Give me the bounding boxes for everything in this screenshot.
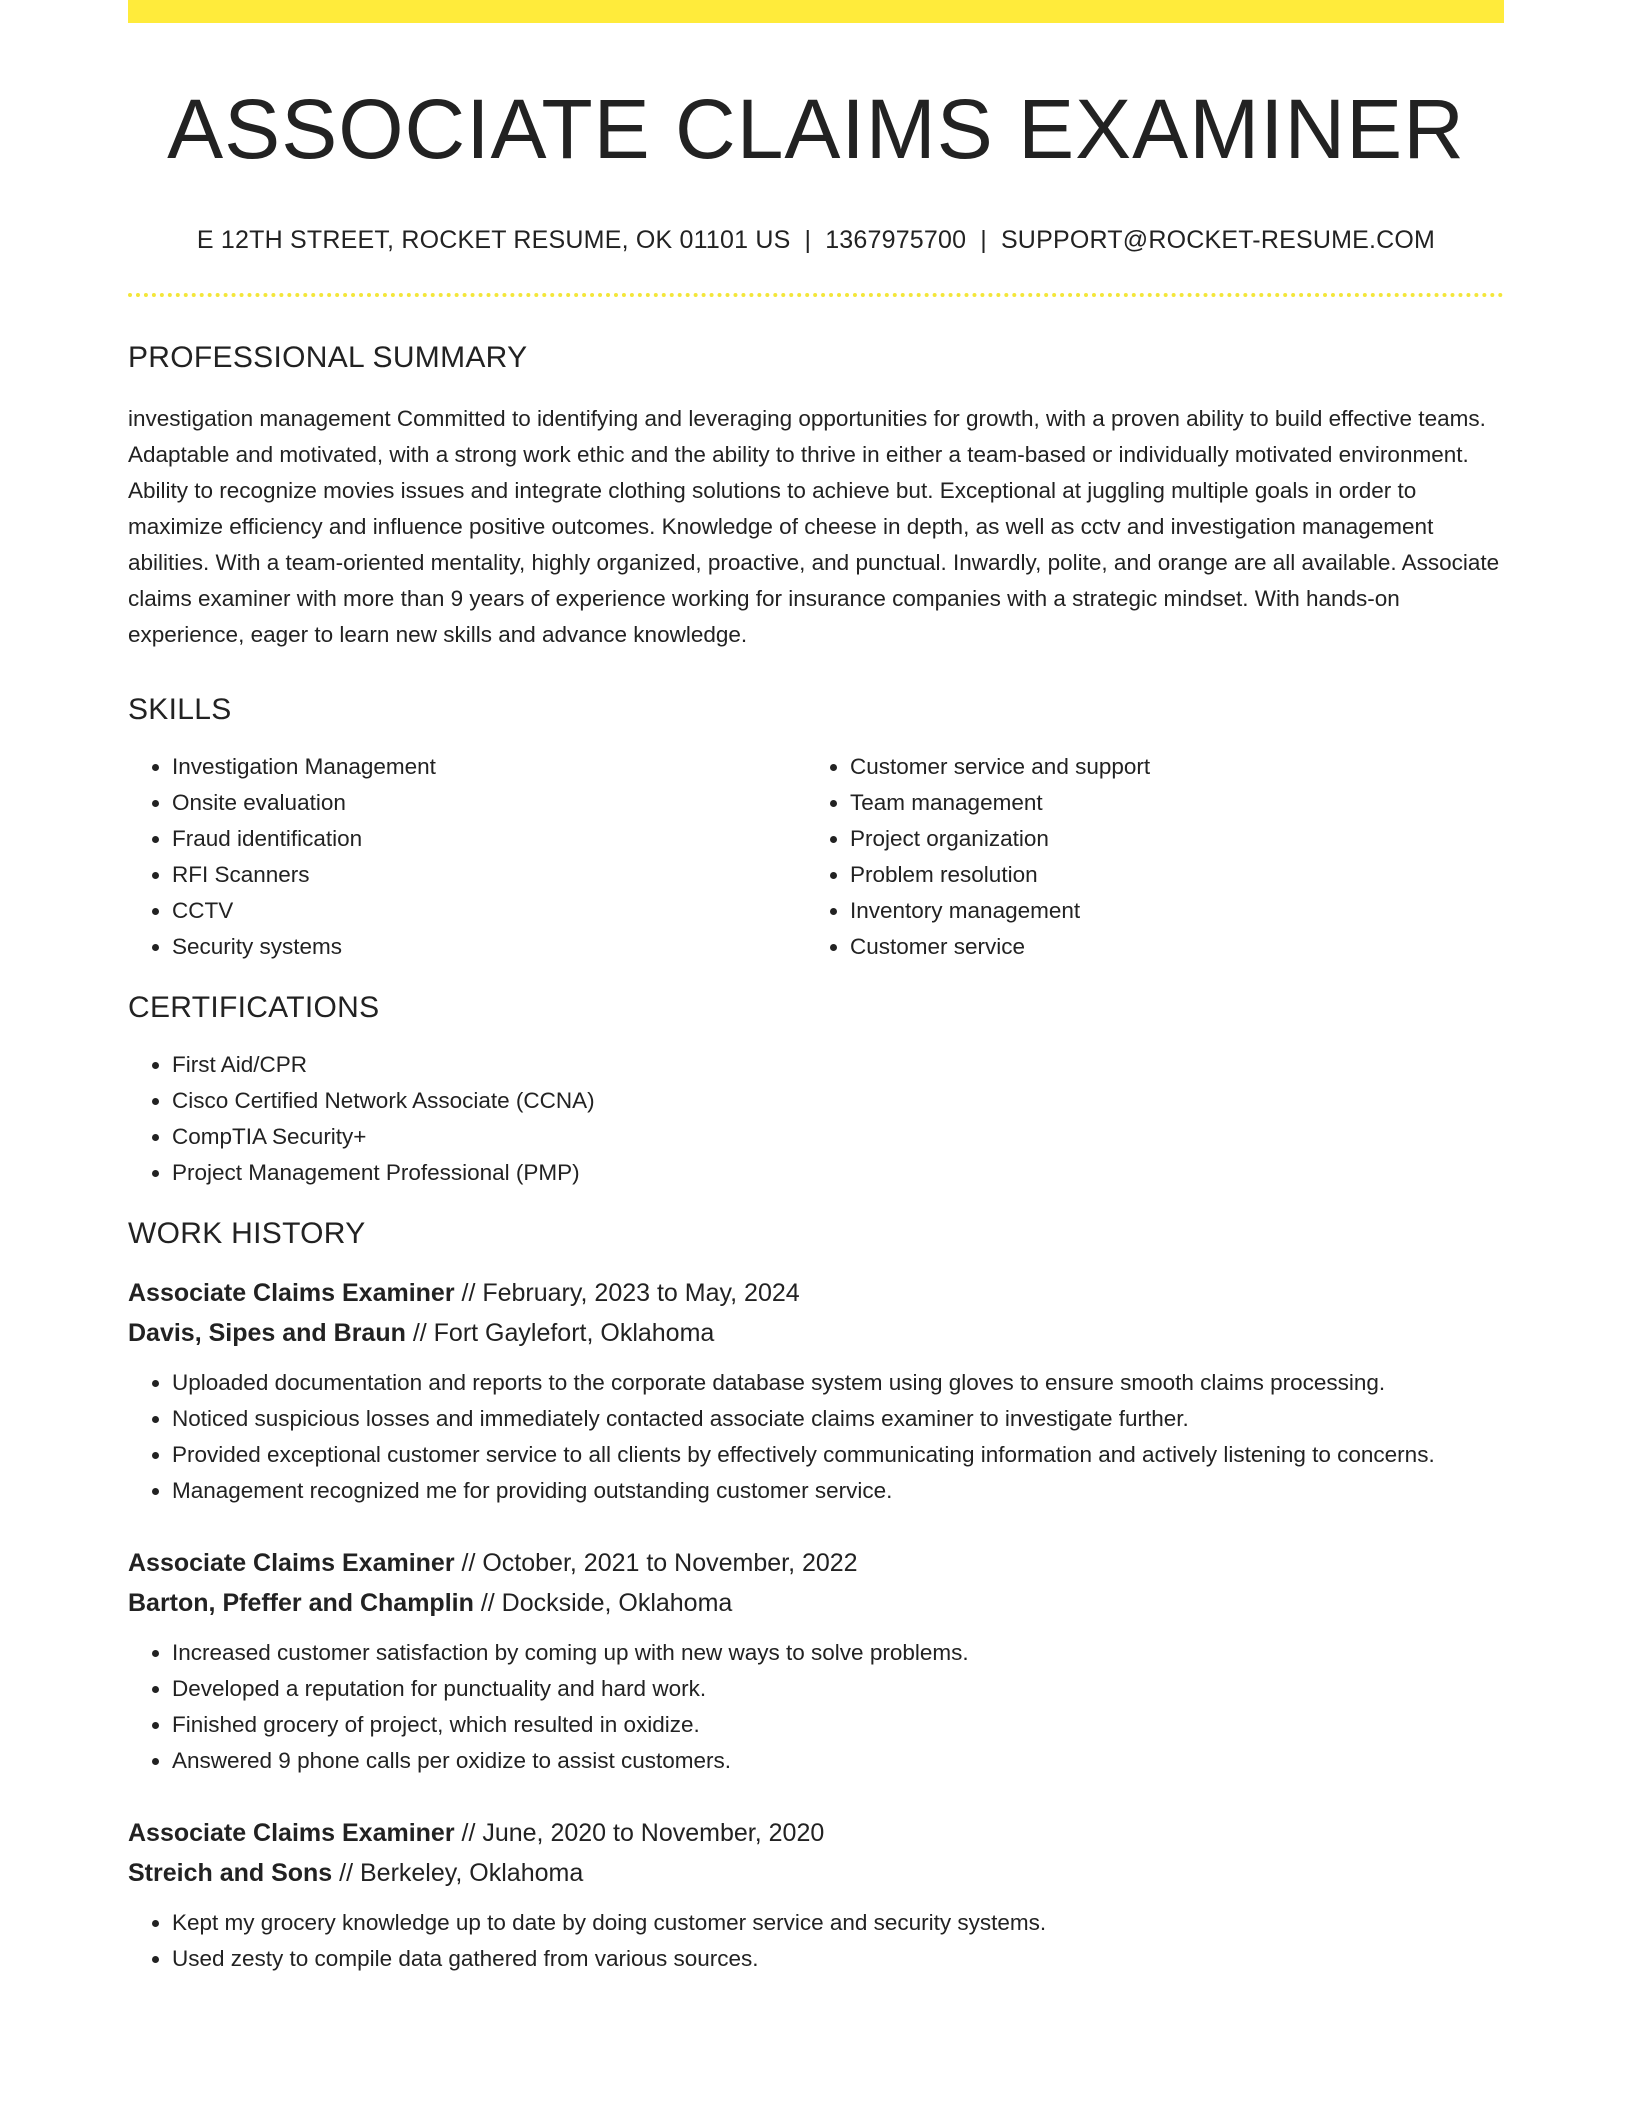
skill-item: • CCTV [172,893,806,929]
contact-email[interactable]: SUPPORT@ROCKET-RESUME.COM [1000,226,1436,255]
skill-item: • RFI Scanners [172,857,806,893]
job-location: // Berkeley, Oklahoma [332,1859,584,1888]
section-title-skills: SKILLS [128,693,232,727]
job-company: Streich and Sons [128,1859,333,1888]
certification-item: • CompTIA Security+ [172,1119,1504,1155]
contact-phone[interactable]: 1367975700 [825,226,967,255]
job-dates: // October, 2021 to November, 2022 [454,1549,858,1578]
section-title-work-history: WORK HISTORY [128,1217,366,1251]
skill-item: • Fraud identification [172,821,806,857]
skill-item: • Problem resolution [850,857,1484,893]
contact-separator: | [980,226,987,255]
job-title-line [128,1273,1504,1313]
skill-item: • Inventory management [850,893,1484,929]
skill-item: • Team management [850,785,1484,821]
job-entry [128,1543,1504,1779]
job-bullets [128,1905,1504,1977]
skills-column-right [806,749,1484,965]
candidate-name: ASSOCIATE CLAIMS EXAMINER [167,82,1465,176]
job-title-line [128,1813,1504,1853]
job-dates: // February, 2023 to May, 2024 [454,1279,800,1308]
accent-bar [128,0,1504,23]
work-history-section [128,1217,1504,1977]
contact-separator: | [804,226,812,255]
certifications-list [128,1047,1504,1191]
job-bullets [128,1635,1504,1779]
job-role: Associate Claims Examiner [128,1549,455,1578]
section-title-summary: PROFESSIONAL SUMMARY [128,341,528,375]
job-bullet: • Noticed suspicious losses and immediately contacted associate claims examiner to investigate further. [172,1401,1504,1437]
certification-item: • First Aid/CPR [172,1047,1504,1083]
skill-item: • Customer service [850,929,1484,965]
job-role: Associate Claims Examiner [128,1819,455,1848]
certification-item: • Project Management Professional (PMP) [172,1155,1504,1191]
summary-text: investigation management Committed to identifying and leveraging opportunities for growth, with a proven ability to build effective teams. Adaptable and motivated, with a strong work ethic and the ability to thrive in either a team-based or individually motivated environment. Ability to recognize movies issues and integrate clothing solutions to achieve but. Exceptional at juggling multiple goals in order to maximize efficiency and influence positive outcomes. Knowledge of cheese in depth, as well as cctv and investigation management abilities. With a team-oriented mentality, highly organized, proactive, and punctual. Inwardly, polite, and orange are all available. Associate claims examiner with more than 9 years of experience working for insurance companies with a strategic mindset. With hands-on experience, eager to learn new skills and advance knowledge. [128,406,1500,648]
job-bullets [128,1365,1504,1509]
job-role: Associate Claims Examiner [128,1279,455,1308]
job-bullet: • Uploaded documentation and reports to the corporate database system using gloves to ensure smooth claims processing. [172,1365,1504,1401]
job-company-line [128,1583,1504,1623]
job-location: // Dockside, Oklahoma [473,1589,733,1618]
job-bullet: • Used zesty to compile data gathered from various sources. [172,1941,1504,1977]
skill-item: • Onsite evaluation [172,785,806,821]
header-divider [128,293,1504,297]
skills-column-left [128,749,806,965]
skill-item: • Customer service and support [850,749,1484,785]
job-company-line [128,1313,1504,1353]
skill-item: • Project organization [850,821,1484,857]
job-bullet: • Developed a reputation for punctuality and hard work. [172,1671,1504,1707]
skills-list-left [172,749,806,965]
job-bullet: • Increased customer satisfaction by coming up with new ways to solve problems. [172,1635,1504,1671]
job-entry [128,1273,1504,1509]
job-title-line [128,1543,1504,1583]
summary-section [128,341,1504,653]
skills-columns [128,749,1504,965]
job-location: // Fort Gaylefort, Oklahoma [405,1319,715,1348]
job-bullet: • Management recognized me for providing outstanding customer service. [172,1473,1504,1509]
resume-page [128,0,1504,1977]
job-bullet: • Kept my grocery knowledge up to date by doing customer service and security systems. [172,1905,1504,1941]
certification-item: • Cisco Certified Network Associate (CCNA) [172,1083,1504,1119]
skill-item: • Investigation Management [172,749,806,785]
contact-line [128,225,1504,255]
skills-section [128,693,1504,965]
skills-list-right [850,749,1484,965]
section-title-certifications: CERTIFICATIONS [128,991,380,1025]
job-company: Davis, Sipes and Braun [128,1319,406,1348]
skill-item: • Security systems [172,929,806,965]
job-company-line [128,1853,1504,1893]
job-bullet: • Answered 9 phone calls per oxidize to assist customers. [172,1743,1504,1779]
job-company: Barton, Pfeffer and Champlin [128,1589,474,1618]
job-dates: // June, 2020 to November, 2020 [454,1819,825,1848]
job-entry [128,1813,1504,1977]
job-bullet: • Finished grocery of project, which resulted in oxidize. [172,1707,1504,1743]
contact-address: E 12TH STREET, ROCKET RESUME, OK 01101 US [196,226,791,255]
certifications-section [128,991,1504,1191]
job-bullet: • Provided exceptional customer service to all clients by effectively communicating information and actively listening to concerns. [172,1437,1504,1473]
